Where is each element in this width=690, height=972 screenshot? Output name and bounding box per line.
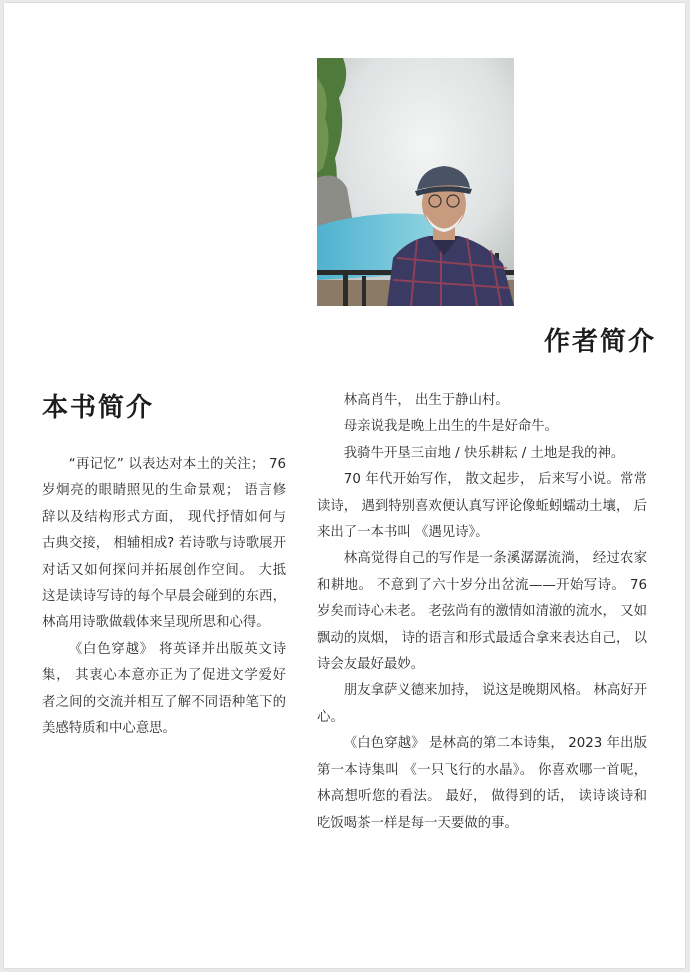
author-paragraph: 70 年代开始写作， 散文起步， 后来写小说。常常读诗， 遇到特别喜欢便认真写评论像蚯蚓蠕动土壤， 后来出了一本书叫 《遇见诗》。 [317,472,647,541]
author-photo [317,58,514,306]
book-paragraph: “再记忆” 以表达对本土的关注； 76 岁炯亮的眼睛照见的生命景观； 语言修辞以及结构形式方面， 现代抒情如何与古典交接， 相辅相成? 若诗歌与诗歌展开对话又如何探问并拓展创作空间。 大抵这是读诗写诗的每个早晨会碰到的东西， 林高用诗歌做载体来呈现所思和心得。 [42,457,286,631]
book-section-title: 本书简介 [42,393,155,423]
book-intro-text [42,452,286,742]
page [4,3,685,968]
author-paragraph: 朋友拿萨义德来加持， 说这是晚期风格。 林高好开心。 [317,683,647,725]
book-paragraph: 《白色穿越》 将英译并出版英文诗集， 其衷心本意亦正为了促进文学爱好者之间的交流并相互了解不同语种笔下的美感特质和中心意思。 [42,641,286,737]
author-paragraph: 《白色穿越》 是林高的第二本诗集， 2023 年出版第一本诗集叫 《一只飞行的水晶》。 你喜欢哪一首呢， 林高想听您的看法。 最好， 做得到的话， 读诗谈诗和吃饭喝茶一样是每一天要做的事。 [317,736,647,831]
author-intro-text [317,388,647,837]
author-paragraph: 我骑牛开垦三亩地 / 快乐耕耘 / 土地是我的神。 [343,445,625,461]
author-paragraph: 林高肖牛， 出生于静山村。 [343,393,509,408]
author-paragraph: 林高觉得自己的写作是一条溪潺潺流淌， 经过农家和耕地。 不意到了六十岁分出岔流——开始写诗。 76 岁矣而诗心未老。 老弦尚有的激情如清澈的流水， 又如飘动的岚烟， 诗的语言和形式最适合拿来表达自己， 以诗会友最好最妙。 [317,551,647,673]
author-paragraph: 母亲说我是晚上出生的牛是好命牛。 [343,419,559,435]
author-portrait-icon [317,58,514,306]
author-section-title: 作者简介 [544,327,657,357]
